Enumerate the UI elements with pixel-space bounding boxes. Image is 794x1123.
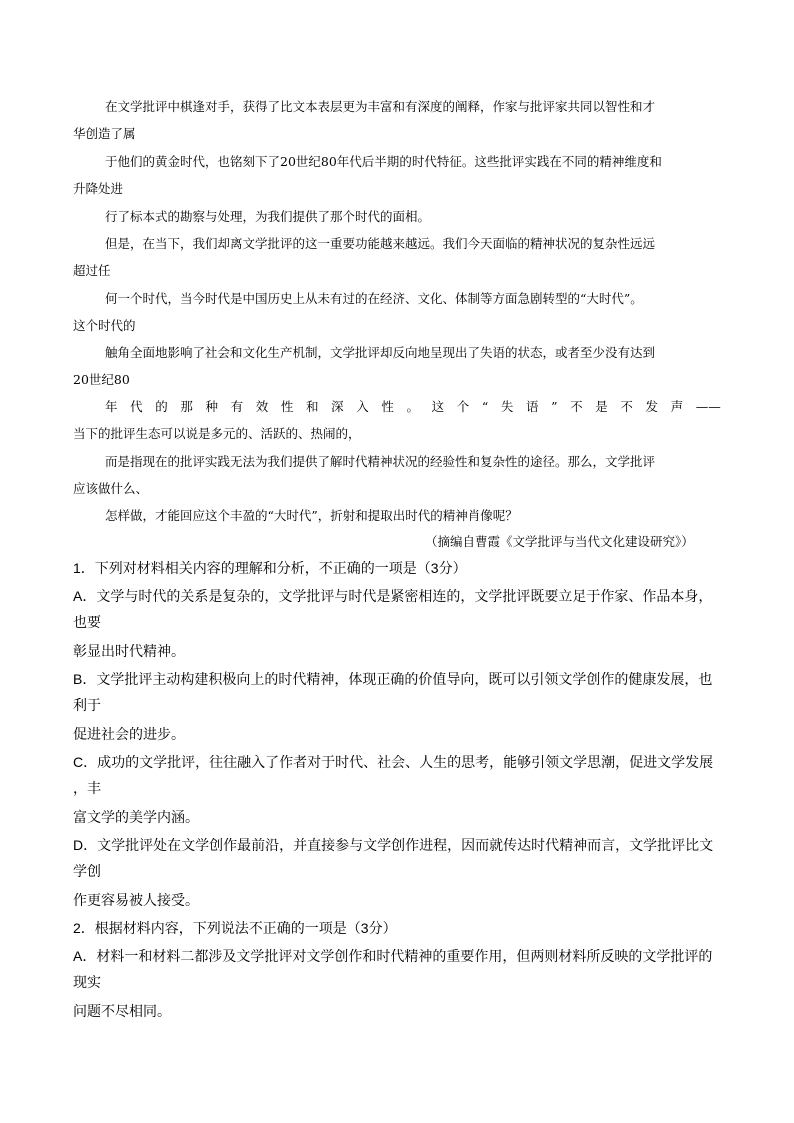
- option-b: B．文学批评主动构建积极向上的时代精神，体现正确的价值导向，既可以引领文学创作的健康发展，也: [73, 671, 713, 687]
- justified-char: 。: [406, 399, 420, 414]
- option-a: A．材料一和材料二都涉及文学批评对文学创作和时代精神的重要作用，但两则材料所反映的文学批评的: [73, 948, 713, 964]
- passage-line: 超过任: [73, 263, 111, 278]
- passage-source: （摘编自曹霞《文学批评与当代文化建设研究》）: [425, 534, 694, 549]
- justified-char: 那: [180, 399, 193, 414]
- justified-char: ”: [551, 399, 558, 414]
- option-text: 利于: [73, 697, 101, 713]
- passage-line: 而是指现在的批评实践无法为我们提供了解时代精神状况的经验性和复杂性的途径。那么，文学批评: [105, 454, 656, 469]
- passage-line: 20世纪80: [73, 372, 130, 387]
- justified-char: “: [481, 399, 489, 414]
- passage-line-justified: [105, 399, 721, 415]
- option-c: C．成功的文学批评，往往融入了作者对于时代、社会、人生的思考，能够引领文学思潮，促进文学发展: [73, 754, 714, 770]
- justified-char: 入: [356, 399, 369, 414]
- passage-line: 触角全面地影响了社会和文化生产机制，文学批评却反向地呈现出了失语的状态，或者至少没有达到: [105, 345, 656, 360]
- justified-char: 和: [306, 399, 319, 414]
- justified-char: 语: [526, 399, 539, 414]
- justified-char: 性: [280, 399, 294, 414]
- justified-char: 失: [500, 399, 514, 414]
- justified-char: 声: [670, 399, 684, 414]
- passage-line: 行了标本式的勘察与处理，为我们提供了那个时代的面相。: [105, 209, 431, 224]
- justified-char: 年: [105, 399, 118, 414]
- justified-char: 的: [155, 399, 168, 414]
- passage-line: 升降处进: [73, 181, 124, 196]
- option-text: 作更容易被人接受。: [73, 892, 199, 908]
- option-text: 现实: [73, 974, 101, 990]
- justified-char: 发: [645, 399, 659, 414]
- passage-line: 华创造了属: [73, 126, 136, 141]
- passage-line: 应该做什么、: [73, 481, 149, 496]
- justified-char: 是: [595, 399, 608, 414]
- option-a: A．文学与时代的关系是复杂的，文学批评与时代是紧密相连的，文学批评既要立足于作家、作品本身，: [73, 588, 713, 604]
- passage-line: 在文学批评中棋逢对手，获得了比文本表层更为丰富和有深度的阐释，作家与批评家共同以智性和才: [105, 99, 656, 114]
- passage-line: 于他们的黄金时代，也铭刻下了20世纪80年代后半期的时代特征。这些批评实践在不同的精神维度和: [105, 154, 662, 169]
- justified-char: 不: [620, 399, 633, 414]
- justified-char: 种: [205, 399, 219, 414]
- justified-char: 深: [331, 399, 344, 414]
- option-text: 彰显出时代精神。: [73, 643, 185, 659]
- passage-line: 这个时代的: [73, 318, 136, 333]
- justified-char: 性: [381, 399, 394, 414]
- justified-char: 个: [456, 399, 470, 414]
- justified-char: 效: [255, 399, 269, 414]
- justified-char: 这: [431, 399, 445, 414]
- option-text: 富文学的美学内涵。: [73, 809, 199, 825]
- passage-line: 何一个时代，当今时代是中国历史上从未有过的在经济、文化、体制等方面急剧转型的“大时代”。: [105, 291, 643, 306]
- option-text: 学创: [73, 863, 101, 879]
- question-stem: 2．根据材料内容，下列说法不正确的一项是（3分）: [73, 920, 397, 936]
- option-d: D．文学批评处在文学创作最前沿，并直接参与文学创作进程，因而就传达时代精神而言，文学批评比文: [73, 837, 714, 853]
- passage-line: 当下的批评生态可以说是多元的、活跃的、热闹的，: [73, 426, 361, 441]
- option-text: 也要: [73, 614, 101, 630]
- justified-char: ——: [695, 399, 721, 414]
- question-stem: 1．下列对材料相关内容的理解和分析，不正确的一项是（3分）: [73, 560, 467, 576]
- option-text: 促进社会的进步。: [73, 726, 185, 742]
- passage-line: 怎样做，才能回应这个丰盈的“大时代”，折射和提取出时代的精神肖像呢？: [105, 508, 518, 523]
- justified-char: 代: [130, 399, 143, 414]
- option-text: 问题不尽相同。: [73, 1003, 171, 1019]
- passage-line: 但是，在当下，我们却离文学批评的这一重要功能越来越远。我们今天面临的精神状况的复杂性远远: [105, 236, 656, 251]
- justified-char: 不: [570, 399, 583, 414]
- option-text: ，丰: [73, 780, 101, 796]
- justified-char: 有: [230, 399, 244, 414]
